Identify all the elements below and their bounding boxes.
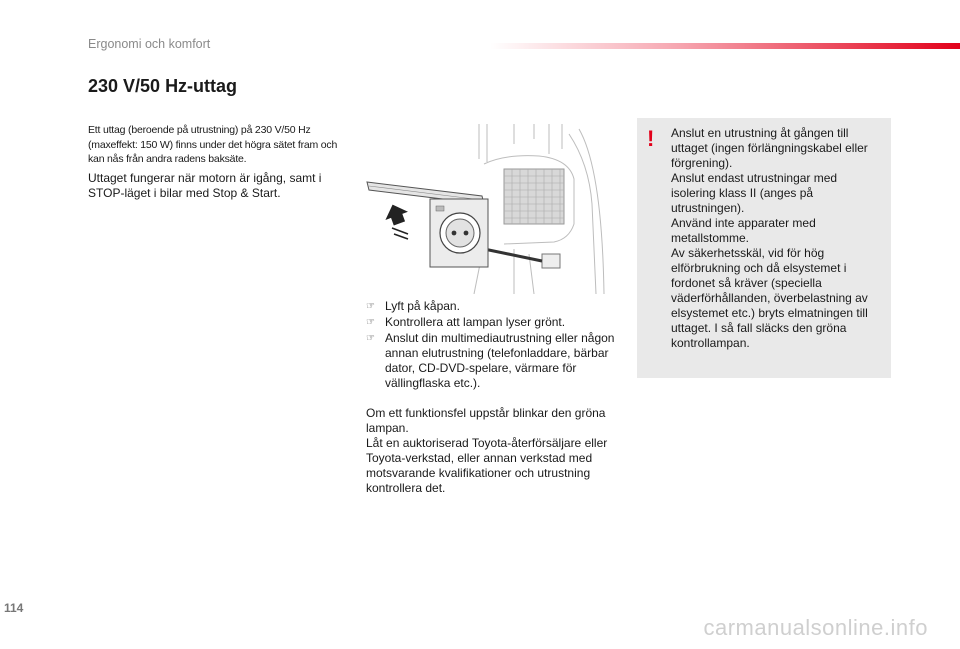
socket-illustration: [364, 124, 610, 294]
warning-icon: !: [647, 126, 655, 151]
indicator-lamp: [436, 206, 444, 211]
intro-text: Ett uttag (beroende på utrustning) på 230 V/50 Hz (maxeffekt: 150 W) finns under det högra sätet fram och kan nås från andra radens baksäte.: [88, 124, 338, 165]
fault-text-2: Låt en auktoriserad Toyota-återförsäljare eller Toyota-verkstad, eller annan verkstad med motsvarande kvalifikationer och utrustning kontrollera det.: [366, 436, 608, 495]
page-number: 114: [4, 601, 24, 615]
fault-info: [366, 406, 622, 496]
lift-arrow-lines: [392, 228, 408, 239]
section-title: Ergonomi och komfort: [88, 37, 211, 51]
page-title: 230 V/50 Hz-uttag: [88, 76, 238, 96]
step-item: ☞ Lyft på kåpan.: [366, 299, 460, 313]
watermark: carmanualsonline.info: [703, 615, 928, 640]
step-marker-icon: ☞: [366, 317, 375, 328]
warning-box: [637, 118, 891, 378]
socket-location: [542, 254, 560, 268]
step-item: ☞ Kontrollera att lampan lyser grönt.: [366, 315, 566, 329]
intro-text-2: Uttaget fungerar när motorn är igång, samt i STOP-läget i bilar med Stop & Start.: [88, 171, 322, 200]
step-item: ☞ Anslut din multimediautrustning eller någon annan elutrustning (telefonladdare, bärbar dator, CD-DVD-spelare, värmare för vällingflaska etc.).: [366, 331, 615, 390]
step-marker-icon: ☞: [366, 301, 375, 312]
lift-arrow-icon: [381, 200, 410, 227]
header-accent-bar: [490, 43, 960, 49]
fault-text: Om ett funktionsfel uppstår blinkar den gröna lampan.: [366, 406, 606, 435]
grille: [504, 169, 564, 224]
step-list: [366, 299, 624, 392]
warning-text: Anslut en utrustning åt gången till uttaget (ingen förlängningskabel eller förgrening). Anslut endast utrustningar med isolering klass II (anges på utrustningen). Använd inte apparater med metallstomme. Av säkerhetsskäl, vid för hög elförbrukning och då elsystemet i fordonet så kräver (speciella väderförhållanden, överbelastning av elsystemet etc.) bryts elmatningen till uttaget. I så fall släcks den gröna kontrollampan.: [671, 126, 868, 350]
step-marker-icon: ☞: [366, 333, 375, 344]
pointer-line: [484, 249, 542, 261]
